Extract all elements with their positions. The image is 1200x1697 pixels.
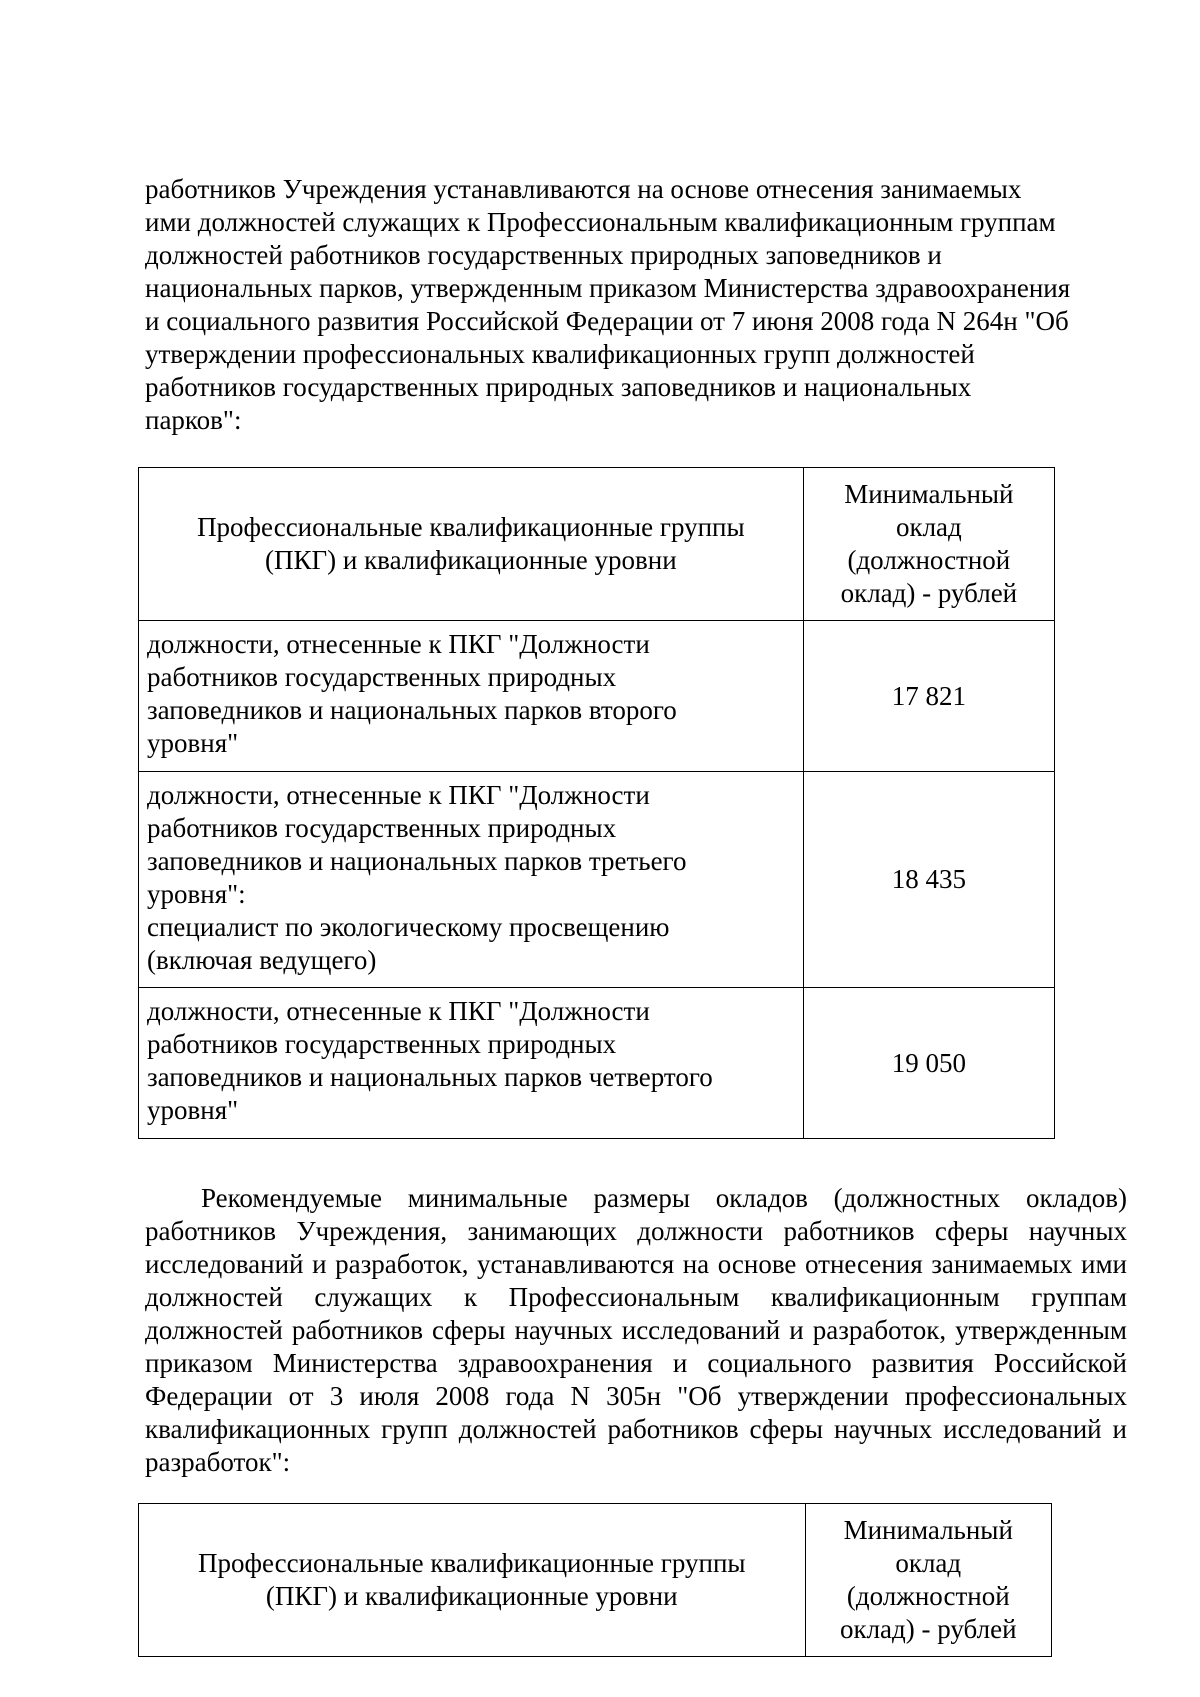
salary-table-nature-reserves [138,467,1055,1139]
header-text: оклад) - рублей [839,1614,1017,1644]
header-text: (ПКГ) и квалификационные уровни [265,545,677,575]
cell-text: заповедников и национальных парков четвертого [147,1062,713,1092]
paragraph-line: утвержденным приказом Министерства здравоохранения и социального [145,1315,1127,1378]
header-cell-qualification-groups [139,1504,806,1657]
header-text: оклад [895,1548,962,1578]
paragraph-line: должностей работников государственных природных заповедников и [145,240,942,270]
paragraph-line: работников Учреждения, занимающих должности работников сферы научных [145,1216,1127,1246]
table-row [139,988,1055,1139]
paragraph-line: развития Российской Федерации от 3 июля 2008 года N 305н "Об утверждении [145,1348,1127,1411]
paragraph-line: исследований и разработок, устанавливаются на основе отнесения занимаемых [145,1249,1082,1279]
header-text: (должностной [846,1581,1010,1611]
cell-text: заповедников и национальных парков второго [147,695,677,725]
paragraph-line: утверждении профессиональных квалификационных групп должностей [145,339,975,369]
cell-salary-value: 17 821 [803,621,1054,772]
cell-text: уровня" [147,1095,239,1125]
cell-salary-value: 18 435 [803,772,1054,988]
paragraph-line: профессиональных квалификационных групп должностей работников сферы [145,1381,1127,1444]
header-text: (должностной [847,545,1011,575]
cell-text: (включая ведущего) [147,944,377,975]
cell-text: работников государственных природных [147,662,617,692]
header-text: оклад) - рублей [840,578,1018,608]
table-header-row [139,1504,1052,1657]
cell-qualification-group [139,621,804,772]
header-text: Профессиональные квалификационные группы [197,1548,746,1578]
cell-text: заповедников и национальных парков третьего [147,845,687,876]
cell-qualification-group [139,988,804,1139]
cell-text: уровня": [147,878,246,909]
paragraph-line: Рекомендуемые минимальные размеры окладов (должностных окладов) [201,1183,1127,1213]
cell-text: уровня" [147,728,239,758]
table-row [139,621,1055,772]
cell-text: должности, отнесенные к ПКГ "Должности [147,779,650,810]
header-text: Минимальный [844,479,1014,509]
paragraph-line: должностей работников сферы научных исследований и разработок, [145,1315,956,1345]
paragraph-line: ими должностей служащих к Профессиональным квалификационным группам [145,207,1056,237]
header-cell-minimum-salary [805,1504,1051,1657]
paragraph-line: работников государственных природных заповедников и национальных [145,372,972,402]
cell-text: должности, отнесенные к ПКГ "Должности [147,629,650,659]
paragraph-research [145,1182,1127,1479]
table-header-row [139,468,1055,621]
paragraph-line: и социального развития Российской Федерации от 7 июня 2008 года N 264н "Об [145,306,1069,336]
paragraph-line: ими должностей служащих к Профессиональным квалификационным группам [145,1249,1127,1312]
cell-text: должности, отнесенные к ПКГ "Должности [147,996,650,1026]
cell-qualification-group [139,772,804,988]
paragraph-line: парков": [145,405,242,435]
header-cell-minimum-salary [803,468,1054,621]
header-cell-qualification-groups [139,468,804,621]
cell-text: работников государственных природных [147,812,617,843]
header-text: Минимальный [843,1515,1013,1545]
header-text: Профессиональные квалификационные группы [197,512,745,542]
paragraph-line: работников Учреждения устанавливаются на основе отнесения занимаемых [145,174,1022,204]
paragraph-intro [145,173,1127,437]
paragraph-line: национальных парков, утвержденным приказом Министерства здравоохранения [145,273,1071,303]
table-row [139,772,1055,988]
header-text: (ПКГ) и квалификационные уровни [265,1581,678,1611]
cell-salary-value: 19 050 [803,988,1054,1139]
header-text: оклад [895,512,962,542]
salary-table-research [138,1503,1052,1657]
cell-text: работников государственных природных [147,1029,617,1059]
paragraph-line: научных исследований и разработок": [145,1414,1127,1477]
cell-text: специалист по экологическому просвещению [147,911,670,942]
